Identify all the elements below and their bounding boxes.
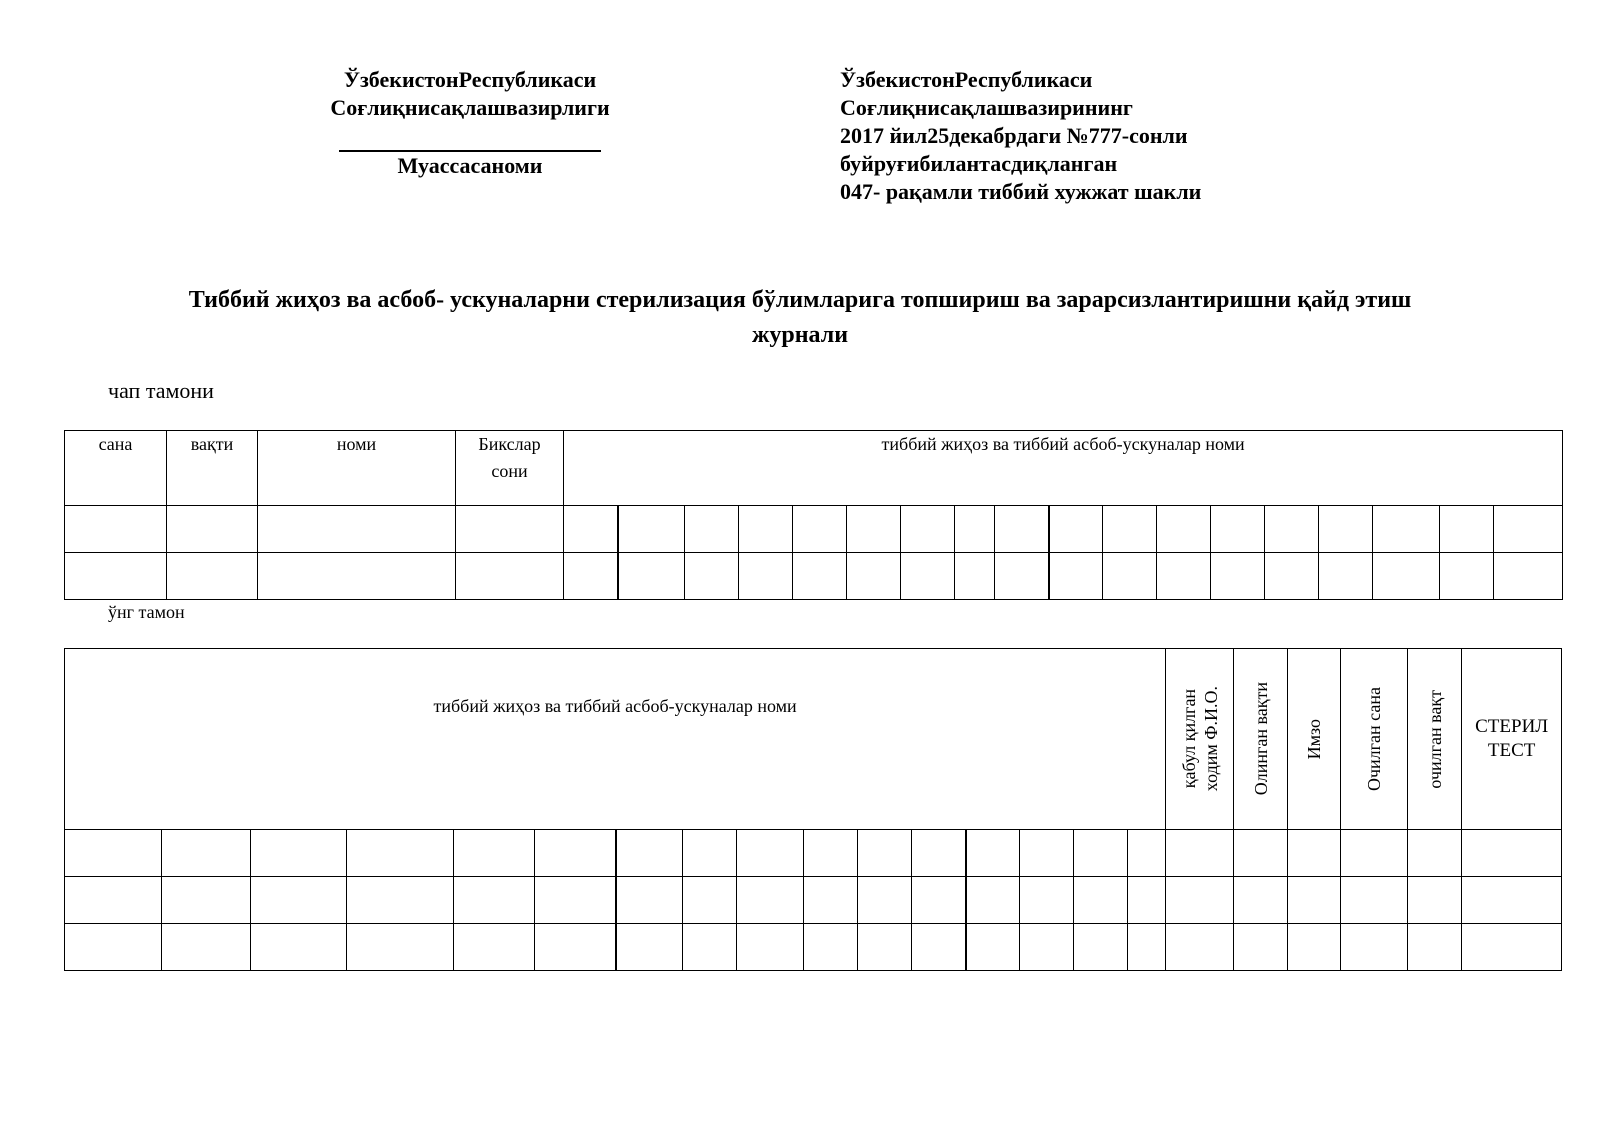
col-date: сана	[65, 431, 167, 506]
col-opened-date	[1341, 649, 1408, 830]
header-left-line1: ЎзбекистонРеспубликаси	[343, 67, 597, 92]
table-row	[65, 506, 1563, 553]
col-taken-time-label: Олинган вақти	[1250, 682, 1271, 796]
col-steril-line1: СТЕРИЛ	[1475, 716, 1549, 737]
title-line1: Тиббий жиҳоз ва асбоб- ускуналарни стерилизация бўлимларига топшириш ва зарарсизлантиришни қайд этиш	[188, 287, 1412, 313]
left-side-label: чап тамони	[108, 378, 214, 403]
left-side-table	[64, 430, 1563, 600]
institution-label: Муассасаноми	[397, 153, 543, 178]
col-signature	[1288, 649, 1341, 830]
table-row	[65, 877, 1562, 924]
header-right-line3: 2017 йил25декабрдаги №777-сонли	[840, 123, 1188, 148]
col-equipment: тиббий жиҳоз ва тиббий асбоб-ускуналар номи	[564, 431, 1563, 506]
col-opened-time	[1408, 649, 1462, 830]
title-line2: журнали	[751, 322, 849, 348]
col-receiver-line1: қабул қилган	[1178, 689, 1199, 789]
header-right	[840, 66, 1540, 206]
table-row	[65, 553, 1563, 600]
col-equipment-right: тиббий жиҳоз ва тиббий асбоб-ускуналар номи	[65, 649, 1166, 830]
right-side-label: ўнг тамон	[108, 602, 185, 622]
right-side-table	[64, 648, 1562, 971]
col-signature-label: Имзо	[1304, 718, 1325, 760]
col-steril-test	[1462, 649, 1562, 830]
col-steril-line2: ТЕСТ	[1487, 740, 1536, 761]
col-receiver-line2: ходим Ф.И.О.	[1200, 686, 1221, 792]
header-right-line1: ЎзбекистонРеспубликаси	[840, 67, 1093, 92]
col-bix-count	[456, 431, 564, 506]
col-receiver	[1166, 649, 1234, 830]
document-title	[100, 283, 1500, 353]
header-right-line5: 047- рақамли тиббий хужжат шакли	[840, 179, 1202, 204]
col-time: вақти	[167, 431, 258, 506]
col-bix-line2: сони	[491, 461, 528, 481]
header-left-line2: Соғлиқнисақлашвазирлиги	[330, 95, 610, 120]
header-right-line4: буйруғибилантасдиқланган	[840, 151, 1118, 176]
col-opened-time-label: очилган вақт	[1424, 689, 1445, 789]
col-taken-time	[1234, 649, 1288, 830]
header-right-line2: Соғлиқнисақлашвазирининг	[840, 95, 1133, 120]
col-opened-date-label: Очилган сана	[1364, 687, 1385, 791]
header-left	[250, 66, 690, 180]
col-bix-line1: Бикслар	[478, 434, 541, 454]
col-name: номи	[258, 431, 456, 506]
table-row	[65, 924, 1562, 971]
table-row	[65, 830, 1562, 877]
